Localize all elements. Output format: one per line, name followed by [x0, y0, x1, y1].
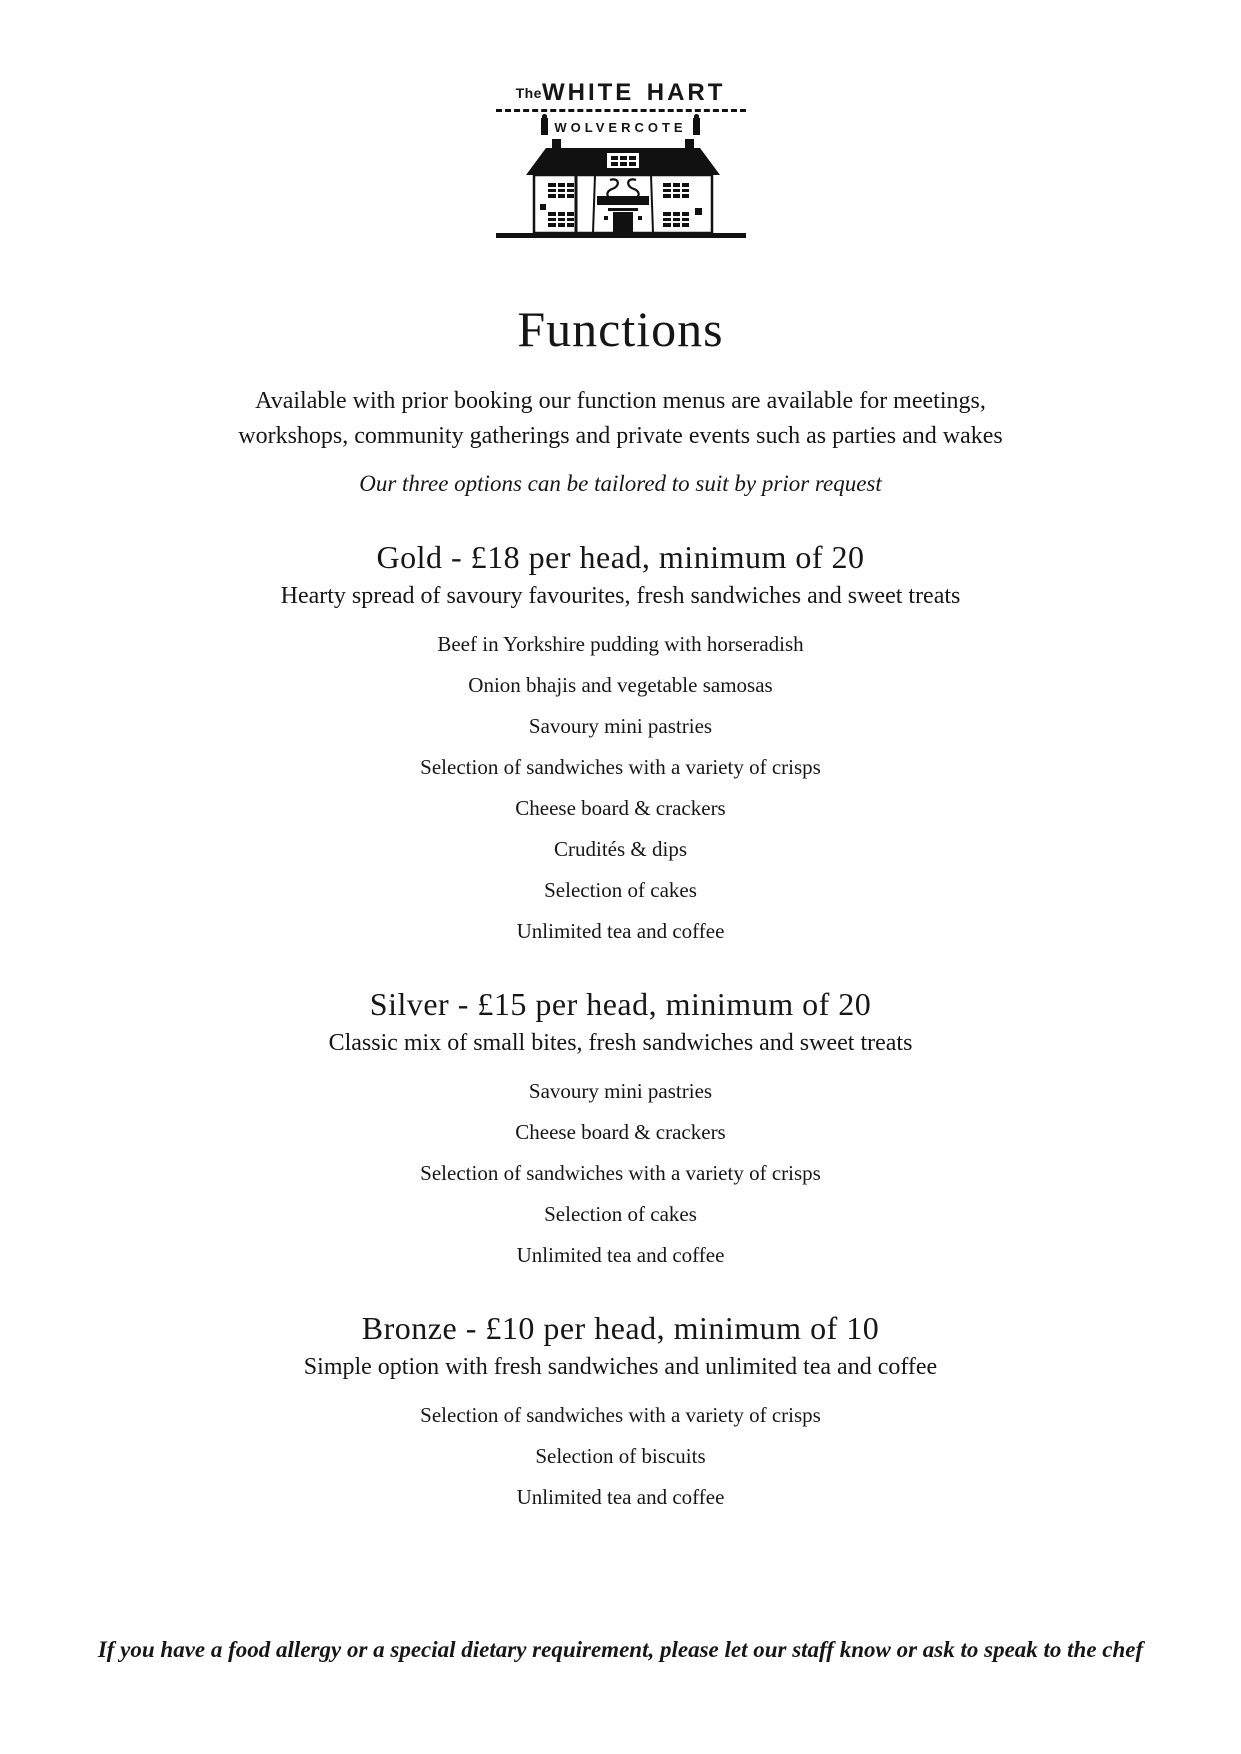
menu-item: Savoury mini pastries — [528, 1079, 713, 1103]
menu-item: Selection of sandwiches with a variety of crisps — [420, 755, 821, 779]
pub-logo — [496, 72, 746, 240]
menu-item: Crudités & dips — [553, 837, 687, 861]
logo-pub-name: white hart — [541, 70, 726, 108]
menu-items — [0, 630, 1241, 945]
menu-item: Selection of sandwiches with a variety of crisps — [420, 1403, 821, 1427]
intro-paragraph — [0, 384, 1241, 454]
section-gold — [0, 536, 1241, 945]
menu-item: Selection of sandwiches with a variety of crisps — [420, 1161, 821, 1185]
menu-item: Cheese board & crackers — [515, 1120, 726, 1144]
chimney-icon — [693, 118, 700, 135]
logo-location-row — [496, 117, 746, 136]
page-title: Functions — [517, 301, 724, 357]
section-bronze — [0, 1307, 1241, 1511]
menu-items — [0, 1077, 1241, 1269]
section-heading: Silver - £15 per head, minimum of 20 — [369, 986, 872, 1022]
section-heading: Bronze - £10 per head, minimum of 10 — [361, 1310, 880, 1346]
intro-line-1: Available with prior booking our function menus are available for meetings, — [255, 388, 986, 414]
section-subtitle: Classic mix of small bites, fresh sandwiches and sweet treats — [328, 1030, 913, 1056]
section-subtitle: Simple option with fresh sandwiches and unlimited tea and coffee — [303, 1354, 938, 1380]
menu-items — [0, 1401, 1241, 1511]
logo-location: wolvercote — [554, 116, 687, 137]
menu-item: Savoury mini pastries — [528, 714, 713, 738]
allergy-notice: If you have a food allergy or a special dietary requirement, please let our staff know or ask to speak to the chef — [97, 1637, 1144, 1662]
pub-building-icon — [496, 138, 746, 240]
menu-item: Onion bhajis and vegetable samosas — [468, 673, 773, 697]
logo-the-prefix: The — [515, 85, 542, 101]
section-silver — [0, 983, 1241, 1269]
tailoring-note: Our three options can be tailored to suit by prior request — [359, 471, 882, 496]
pub-logo-title — [496, 72, 746, 112]
menu-item: Unlimited tea and coffee — [516, 1243, 725, 1267]
menu-item: Unlimited tea and coffee — [516, 1485, 725, 1509]
menu-item: Selection of cakes — [544, 1202, 697, 1226]
menu-item: Cheese board & crackers — [515, 796, 726, 820]
chimney-icon — [541, 118, 548, 135]
section-heading: Gold - £18 per head, minimum of 20 — [376, 539, 865, 575]
menu-item: Unlimited tea and coffee — [516, 919, 725, 943]
menu-item: Beef in Yorkshire pudding with horseradish — [437, 632, 804, 656]
intro-line-2: workshops, community gatherings and private events such as parties and wakes — [238, 423, 1003, 449]
section-subtitle: Hearty spread of savoury favourites, fresh sandwiches and sweet treats — [280, 583, 961, 609]
menu-item: Selection of cakes — [544, 878, 697, 902]
menu-item: Selection of biscuits — [535, 1444, 706, 1468]
